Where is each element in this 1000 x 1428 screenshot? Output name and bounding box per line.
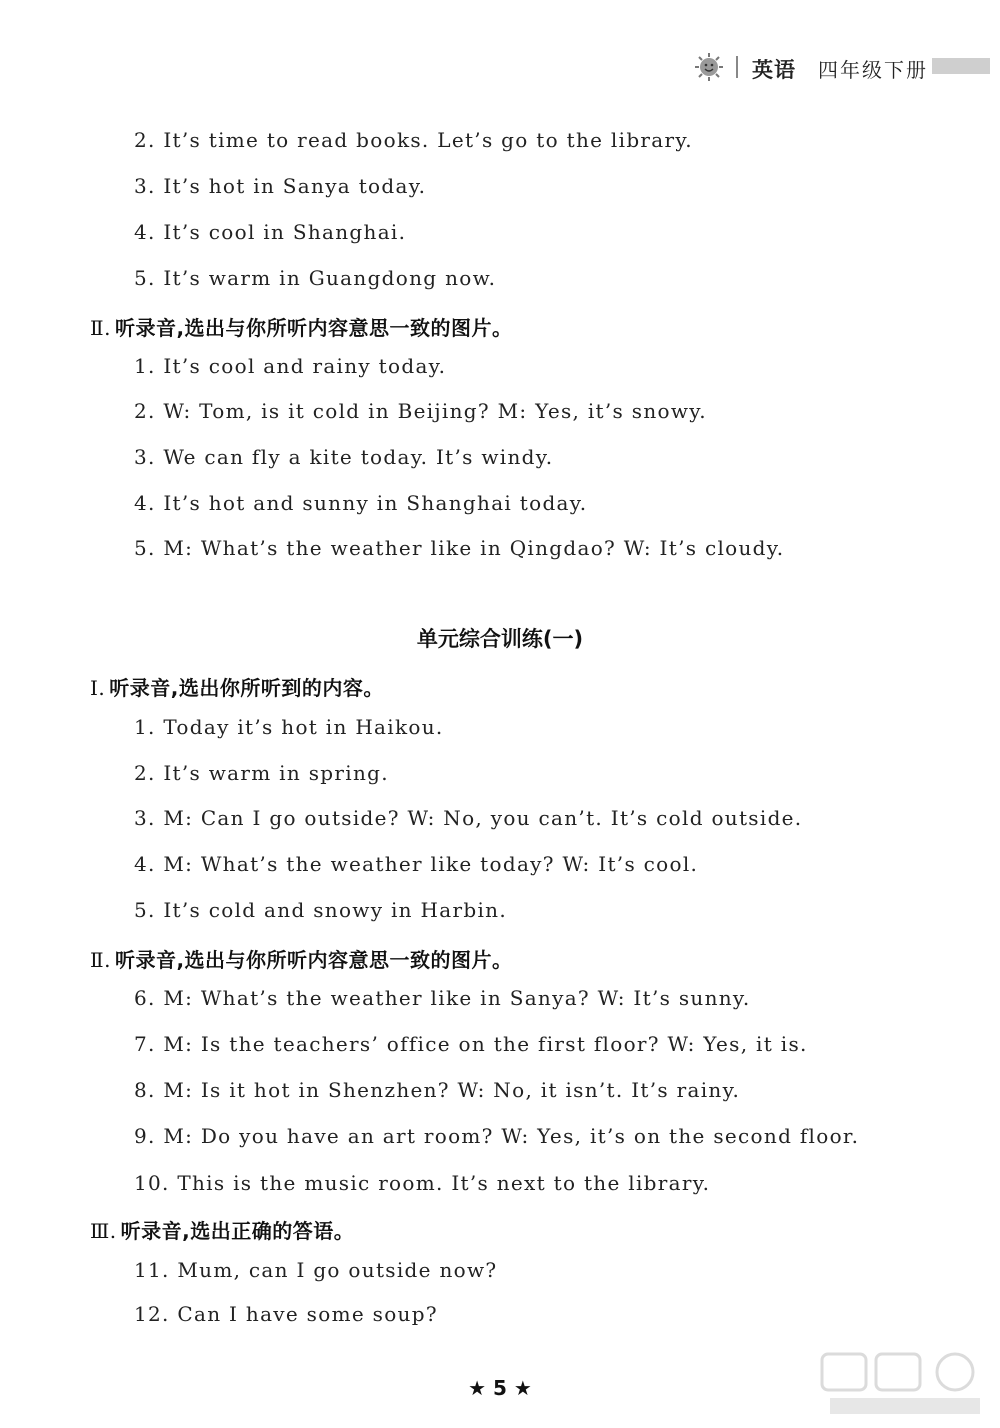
section-heading-text: 听录音,选出你所听到的内容。	[109, 676, 384, 700]
list-item: 4. It’s hot and sunny in Shanghai today.	[134, 491, 588, 515]
section-heading	[90, 312, 513, 341]
list-item: 1. It’s cool and rainy today.	[134, 354, 447, 378]
list-item: 7. M: Is the teachers’ office on the first floor? W: Yes, it is.	[134, 1032, 808, 1056]
section-heading-text: 听录音,选出与你所听内容意思一致的图片。	[114, 316, 513, 340]
list-item: 8. M: Is it hot in Shenzhen? W: No, it isn’t. It’s rainy.	[134, 1078, 741, 1102]
section-heading	[90, 672, 384, 701]
list-item: 5. It’s warm in Guangdong now.	[134, 266, 497, 290]
list-item: 6. M: What’s the weather like in Sanya? W: It’s sunny.	[134, 986, 751, 1010]
list-item: 11. Mum, can I go outside now?	[134, 1258, 498, 1282]
list-item: 10. This is the music room. It’s next to the library.	[134, 1171, 711, 1195]
list-item: 5. It’s cold and snowy in Harbin.	[134, 898, 507, 922]
section-heading-text: 听录音,选出与你所听内容意思一致的图片。	[114, 948, 513, 972]
list-item: 2. It’s warm in spring.	[134, 761, 389, 785]
subject-label: 英语	[752, 58, 796, 82]
unit-title: 单元综合训练(一)	[416, 627, 584, 651]
section-numeral: Ⅲ.	[90, 1219, 117, 1243]
list-item: 9. M: Do you have an art room? W: Yes, it’s on the second floor.	[134, 1124, 860, 1148]
list-item: 4. It’s cool in Shanghai.	[134, 220, 407, 244]
list-item: 4. M: What’s the weather like today? W: It’s cool.	[134, 852, 699, 876]
page-header	[690, 44, 1000, 88]
page-number: ★ 5 ★	[468, 1376, 532, 1400]
list-item: 2. It’s time to read books. Let’s go to the library.	[134, 128, 693, 152]
section-heading	[90, 944, 513, 973]
list-item: 3. It’s hot in Sanya today.	[134, 174, 427, 198]
list-item: 3. M: Can I go outside? W: No, you can’t. It’s cold outside.	[134, 806, 803, 830]
header-divider	[736, 56, 738, 78]
header-decoration-bar	[932, 58, 990, 74]
watermark-logo-icon	[820, 1350, 990, 1420]
list-item: 2. W: Tom, is it cold in Beijing? M: Yes, it’s snowy.	[134, 399, 707, 423]
section-numeral: Ⅱ.	[90, 316, 111, 340]
section-numeral: Ⅱ.	[90, 948, 111, 972]
list-item: 3. We can fly a kite today. It’s windy.	[134, 445, 554, 469]
sun-logo-icon	[694, 52, 724, 82]
grade-label: 四年级下册	[818, 58, 928, 82]
section-numeral: Ⅰ.	[90, 676, 106, 700]
list-item: 1. Today it’s hot in Haikou.	[134, 715, 444, 739]
list-item: 12. Can I have some soup?	[134, 1302, 438, 1326]
list-item: 5. M: What’s the weather like in Qingdao? W: It’s cloudy.	[134, 536, 785, 560]
section-heading	[90, 1215, 354, 1244]
section-heading-text: 听录音,选出正确的答语。	[120, 1219, 355, 1243]
